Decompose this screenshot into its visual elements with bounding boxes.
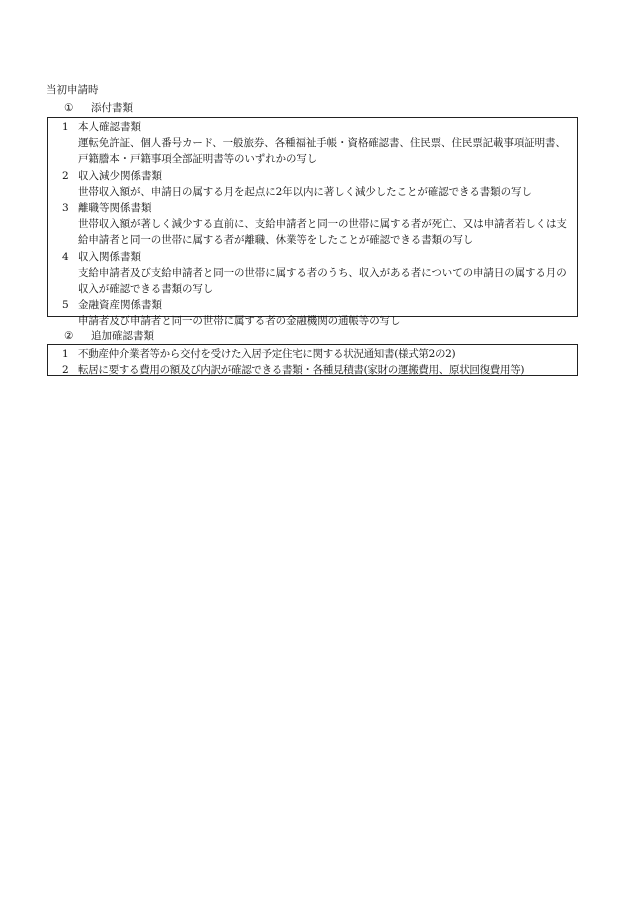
item-title: 本人確認書類 [78, 121, 141, 133]
document-item [48, 168, 577, 200]
document-item [48, 249, 577, 298]
attachments-box [47, 117, 578, 328]
item-number: 3 [62, 202, 69, 215]
item-heading [48, 297, 577, 313]
item-text: 不動産仲介業者等から交付を受けた入居予定住宅に関する状況通知書(様式第2の2) [78, 348, 456, 360]
item-title: 収入減少関係書類 [78, 169, 162, 182]
item-title: 収入関係書類 [78, 250, 141, 263]
item-number: 2 [62, 169, 69, 182]
section-heading-additional [64, 328, 154, 344]
item-text: 転居に要する費用の額及び内訳が確認できる書類・各種見積書(家財の運搬費用、原状回復費用等) [78, 364, 525, 377]
document-item [48, 297, 577, 329]
description-text: 運転免許証、個人番号カード、一般旅券、各種福祉手帳・資格確認書、住民票、住民票記載事 [78, 137, 514, 150]
item-title: 金融資産関係書類 [78, 299, 162, 312]
description-text: 若しくは支給申請者と同一の世帯に属する者が離職、休業等をしたことが確認できる書類の写し [78, 218, 567, 247]
description-text: 支給申請者及び支給申請者と同一の世帯に属する者のうち、収入がある者についての申請日の [78, 266, 515, 279]
item-title: 離職等関係書類 [78, 202, 152, 215]
section-number: ② [64, 330, 74, 342]
item-description [48, 184, 577, 200]
section-heading-attachments [64, 100, 133, 116]
description-text: 世帯収入額が、申請日の属する月を起点に2年以内に著しく減少したことが確認できる書類の写し [78, 185, 532, 198]
description-text: 属する月の収入が確認できる書類の写し [78, 266, 567, 296]
item-number: 4 [62, 250, 69, 263]
item-heading [48, 168, 577, 184]
document-item [48, 119, 577, 168]
list-item [48, 362, 577, 378]
item-description [48, 135, 577, 167]
item-heading [48, 200, 577, 216]
item-description [48, 265, 577, 297]
item-heading [48, 249, 577, 265]
document-item [48, 200, 577, 249]
list-item [48, 346, 577, 362]
item-number: 1 [62, 121, 69, 133]
item-number: 1 [62, 348, 69, 360]
page-title: 当初申請時 [46, 84, 99, 96]
item-heading [48, 119, 577, 135]
additional-docs-box [47, 344, 578, 376]
description-text: 項証明書、戸籍謄本・戸籍事項全部証明書等のいずれかの写し [78, 137, 566, 166]
description-text: 申請者及び申請者と同一の世帯に属する者の金融機関の通帳等の写し [78, 315, 401, 328]
section-label: 添付書類 [91, 102, 133, 114]
description-text: 世帯収入額が著しく減少する直前に、支給申請者と同一の世帯に属する者が死亡、又は申請者 [78, 218, 515, 231]
item-description [48, 216, 577, 248]
item-number: 5 [62, 299, 69, 312]
section-label: 追加確認書類 [91, 330, 154, 342]
item-number: 2 [62, 364, 69, 377]
section-number: ① [64, 102, 74, 114]
